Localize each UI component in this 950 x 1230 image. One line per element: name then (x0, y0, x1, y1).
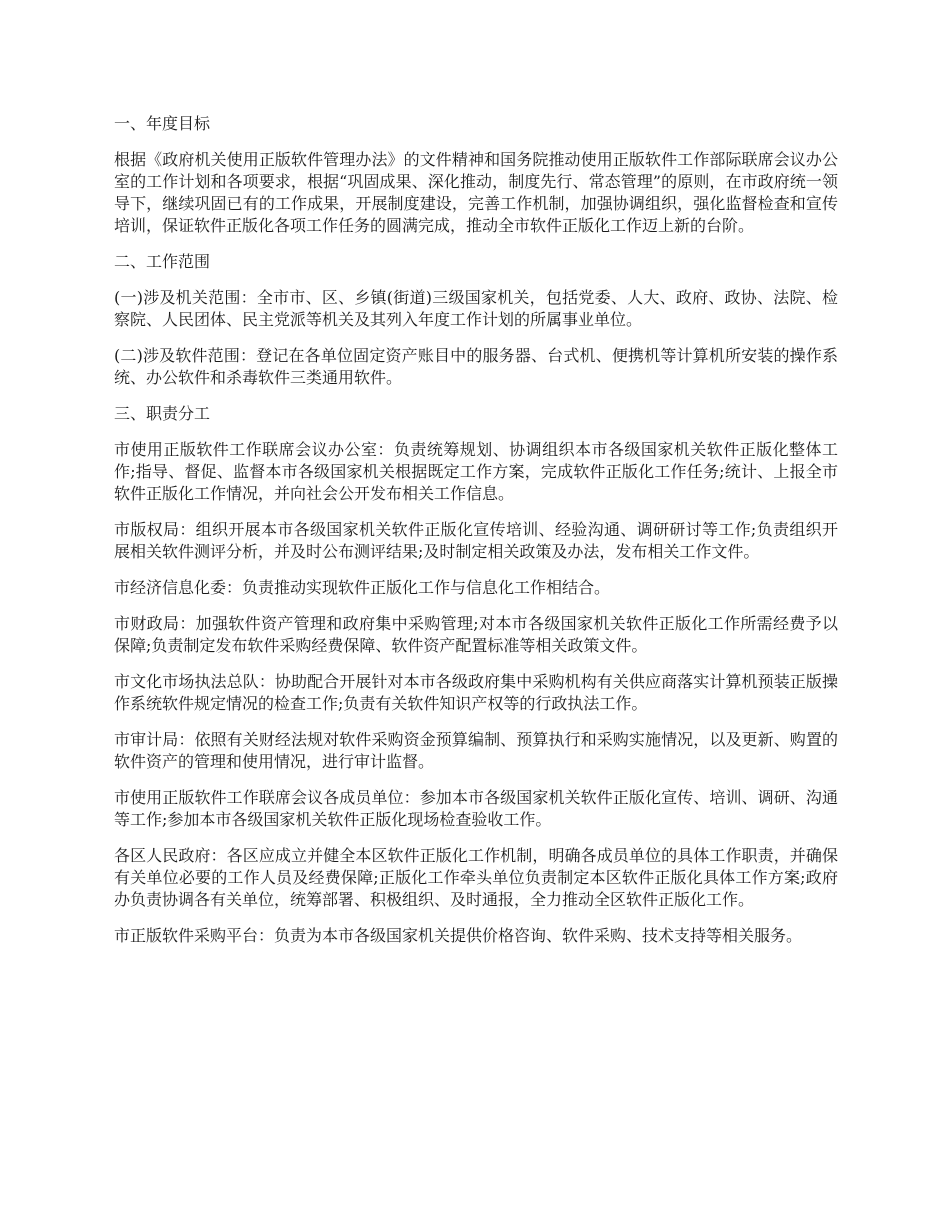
heading-work-scope: 二、工作范围 (114, 252, 211, 271)
paragraph-economy-it-commission: 市经济信息化委：负责推动实现软件正版化工作与信息化工作相结合。 (114, 578, 611, 597)
paragraph-joint-office: 市使用正版软件工作联席会议办公室：负责统筹规划、协调组织本市各级国家机关软件正版化整体工作;指导、督促、监督本市各级国家机关根据既定工作方案，完成软件正版化工作任务;统计、上报全市软件正版化工作情况，并向社会公开发布相关工作信息。 (114, 440, 838, 503)
paragraph-culture-enforcement: 市文化市场执法总队：协助配合开展针对本市各级政府集中采购机构有关供应商落实计算机预装正版操作系统软件规定情况的检查工作;负责有关软件知识产权等的行政执法工作。 (114, 672, 838, 713)
document-body (114, 113, 838, 961)
paragraph-audit-bureau: 市审计局：依照有关财经法规对软件采购资金预算编制、预算执行和采购实施情况，以及更新、购置的软件资产的管理和使用情况，进行审计监督。 (114, 730, 838, 771)
heading-annual-goals: 一、年度目标 (114, 114, 211, 133)
paragraph-copyright-bureau: 市版权局：组织开展本市各级国家机关软件正版化宣传培训、经验沟通、调研研讨等工作;负责组织开展相关软件测评分析，并及时公布测评结果;及时制定相关政策及办法，发布相关工作文件。 (114, 520, 838, 561)
paragraph-annual-goals: 根据《政府机关使用正版软件管理办法》的文件精神和国务院推动使用正版软件工作部际联席会议办公室的工作计划和各项要求，根据“巩固成果、深化推动，制度先行、常态管理”的原则，在市政府统一领导下，继续巩固已有的工作成果，开展制度建设，完善工作机制，加强协调组织，强化监督检查和宣传培训，保证软件正版化各项工作任务的圆满完成，推动全市软件正版化工作迈上新的台阶。 (114, 150, 838, 235)
paragraph-member-units: 市使用正版软件工作联席会议各成员单位：参加本市各级国家机关软件正版化宣传、培训、调研、沟通等工作;参加本市各级国家机关软件正版化现场检查验收工作。 (114, 788, 838, 829)
paragraph-agency-scope: (一)涉及机关范围：全市市、区、乡镇(街道)三级国家机关，包括党委、人大、政府、政协、法院、检察院、人民团体、民主党派等机关及其列入年度工作计划的所属事业单位。 (114, 288, 838, 329)
heading-responsibilities: 三、职责分工 (114, 404, 211, 423)
paragraph-software-scope: (二)涉及软件范围：登记在各单位固定资产账目中的服务器、台式机、便携机等计算机所安装的操作系统、办公软件和杀毒软件三类通用软件。 (114, 346, 838, 387)
paragraph-finance-bureau: 市财政局：加强软件资产管理和政府集中采购管理;对本市各级国家机关软件正版化工作所需经费予以保障;负责制定发布软件采购经费保障、软件资产配置标准等相关政策文件。 (114, 614, 838, 655)
paragraph-district-governments: 各区人民政府：各区应成立并健全本区软件正版化工作机制，明确各成员单位的具体工作职责，并确保有关单位必要的工作人员及经费保障;正版化工作牵头单位负责制定本区软件正版化具体工作方案;政府办负责协调各有关单位，统筹部署、积极组织、及时通报，全力推动全区软件正版化工作。 (114, 846, 838, 909)
paragraph-procurement-platform: 市正版软件采购平台：负责为本市各级国家机关提供价格咨询、软件采购、技术支持等相关服务。 (114, 926, 803, 945)
